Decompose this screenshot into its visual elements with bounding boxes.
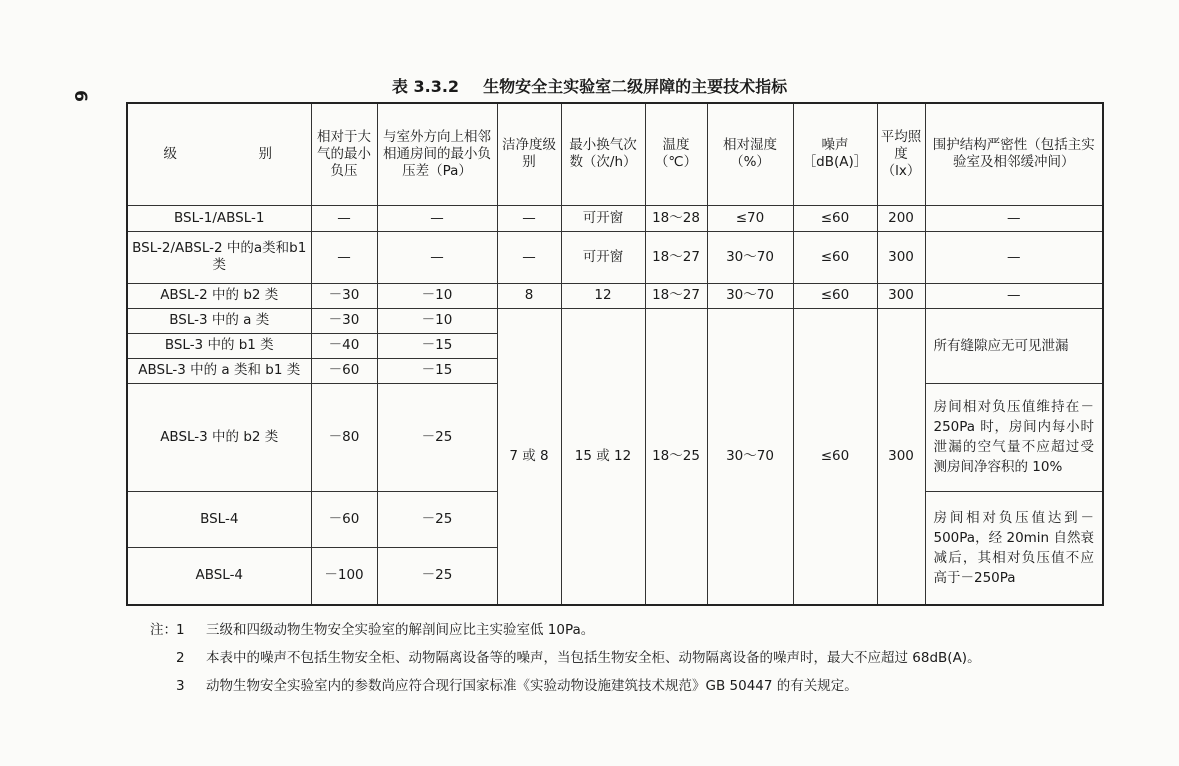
cell-illuminance: 300 — [877, 231, 925, 283]
cell-min-neg-pressure: — — [311, 231, 377, 283]
cell-humidity: 30～70 — [707, 231, 793, 283]
cell-level: BSL-4 — [127, 491, 311, 547]
table-number: 表 3.3.2 — [391, 77, 460, 96]
cell-level: ABSL-4 — [127, 547, 311, 605]
table-row — [127, 231, 1103, 283]
cell-min-diff: －25 — [377, 547, 497, 605]
cell-cleanliness: — — [497, 231, 561, 283]
header-air-changes: 最小换气次数（次/h） — [561, 103, 645, 205]
cell-temperature-merged: 18～25 — [645, 308, 707, 605]
cell-min-diff: －15 — [377, 333, 497, 358]
cell-air-changes: 可开窗 — [561, 205, 645, 231]
cell-min-diff: — — [377, 231, 497, 283]
cell-humidity: ≤70 — [707, 205, 793, 231]
page-number: 6 — [69, 90, 90, 102]
cell-min-neg-pressure: －30 — [311, 283, 377, 308]
header-tightness: 围护结构严密性（包括主实验室及相邻缓冲间） — [925, 103, 1103, 205]
cell-temperature: 18～27 — [645, 231, 707, 283]
cell-min-neg-pressure: －30 — [311, 308, 377, 333]
note-index: 3 — [176, 678, 185, 694]
cell-tightness: — — [925, 283, 1103, 308]
cell-level: BSL-2/ABSL-2 中的a类和b1类 — [127, 231, 311, 283]
cell-min-diff: －15 — [377, 358, 497, 383]
cell-cleanliness: 8 — [497, 283, 561, 308]
note-index: 1 — [176, 622, 185, 638]
cell-temperature: 18～28 — [645, 205, 707, 231]
cell-noise: ≤60 — [793, 205, 877, 231]
table-notes — [150, 616, 1140, 700]
cell-level: BSL-3 中的 a 类 — [127, 308, 311, 333]
header-temperature: 温度（℃） — [645, 103, 707, 205]
cell-level: BSL-1/ABSL-1 — [127, 205, 311, 231]
cell-humidity: 30～70 — [707, 283, 793, 308]
cell-min-diff: －25 — [377, 383, 497, 491]
cell-level: ABSL-3 中的 b2 类 — [127, 383, 311, 491]
cell-min-neg-pressure: －80 — [311, 383, 377, 491]
header-min-diff: 与室外方向上相邻相通房间的最小负压差（Pa） — [377, 103, 497, 205]
cell-min-diff: — — [377, 205, 497, 231]
header-level: 级 别 — [127, 103, 311, 205]
cell-min-neg-pressure: －60 — [311, 358, 377, 383]
cell-level: ABSL-2 中的 b2 类 — [127, 283, 311, 308]
table-row — [127, 205, 1103, 231]
notes-label: 注： — [150, 622, 177, 638]
note-index: 2 — [176, 650, 185, 666]
header-noise: 噪声［dB(A)］ — [793, 103, 877, 205]
cell-illuminance-merged: 300 — [877, 308, 925, 605]
cell-illuminance: 300 — [877, 283, 925, 308]
cell-min-neg-pressure: — — [311, 205, 377, 231]
cell-tightness: — — [925, 205, 1103, 231]
cell-min-neg-pressure: －100 — [311, 547, 377, 605]
note-text: 动物生物安全实验室内的参数尚应符合现行国家标准《实验动物设施建筑技术规范》GB 50447 的有关规定。 — [206, 678, 858, 694]
cell-noise-merged: ≤60 — [793, 308, 877, 605]
cell-min-neg-pressure: －40 — [311, 333, 377, 358]
cell-tightness-group-2: 房间相对负压值维持在－250Pa 时，房间内每小时泄漏的空气量不应超过受测房间净容积的 10% — [925, 383, 1103, 491]
cell-air-changes: 可开窗 — [561, 231, 645, 283]
cell-air-changes: 12 — [561, 283, 645, 308]
cell-cleanliness: — — [497, 205, 561, 231]
note-item — [150, 672, 1140, 700]
cell-min-diff: －10 — [377, 283, 497, 308]
table-title — [0, 74, 1179, 97]
cell-tightness-group-3: 房间相对负压值达到－500Pa，经 20min 自然衰减后，其相对负压值不应高于－250Pa — [925, 491, 1103, 605]
cell-min-diff: －25 — [377, 491, 497, 547]
cell-noise: ≤60 — [793, 283, 877, 308]
note-item — [150, 616, 1140, 644]
cell-min-diff: －10 — [377, 308, 497, 333]
cell-cleanliness-merged: 7 或 8 — [497, 308, 561, 605]
cell-humidity-merged: 30～70 — [707, 308, 793, 605]
spec-table — [126, 102, 1104, 606]
header-humidity: 相对湿度（%） — [707, 103, 793, 205]
note-text: 本表中的噪声不包括生物安全柜、动物隔离设备等的噪声，当包括生物安全柜、动物隔离设备的噪声时，最大不应超过 68dB(A)。 — [206, 650, 981, 666]
cell-level: ABSL-3 中的 a 类和 b1 类 — [127, 358, 311, 383]
note-text: 三级和四级动物生物安全实验室的解剖间应比主实验室低 10Pa。 — [206, 622, 595, 638]
cell-tightness: — — [925, 231, 1103, 283]
header-row — [127, 103, 1103, 205]
note-item — [150, 644, 1140, 672]
table-title-text: 生物安全主实验室二级屏障的主要技术指标 — [483, 77, 788, 96]
cell-air-changes-merged: 15 或 12 — [561, 308, 645, 605]
cell-tightness-group-1: 所有缝隙应无可见泄漏 — [925, 308, 1103, 383]
cell-level: BSL-3 中的 b1 类 — [127, 333, 311, 358]
cell-min-neg-pressure: －60 — [311, 491, 377, 547]
cell-illuminance: 200 — [877, 205, 925, 231]
table-row — [127, 283, 1103, 308]
table-row — [127, 308, 1103, 333]
cell-noise: ≤60 — [793, 231, 877, 283]
header-min-neg-pressure: 相对于大气的最小负压 — [311, 103, 377, 205]
header-illuminance: 平均照度（lx） — [877, 103, 925, 205]
cell-temperature: 18～27 — [645, 283, 707, 308]
header-cleanliness: 洁净度级别 — [497, 103, 561, 205]
